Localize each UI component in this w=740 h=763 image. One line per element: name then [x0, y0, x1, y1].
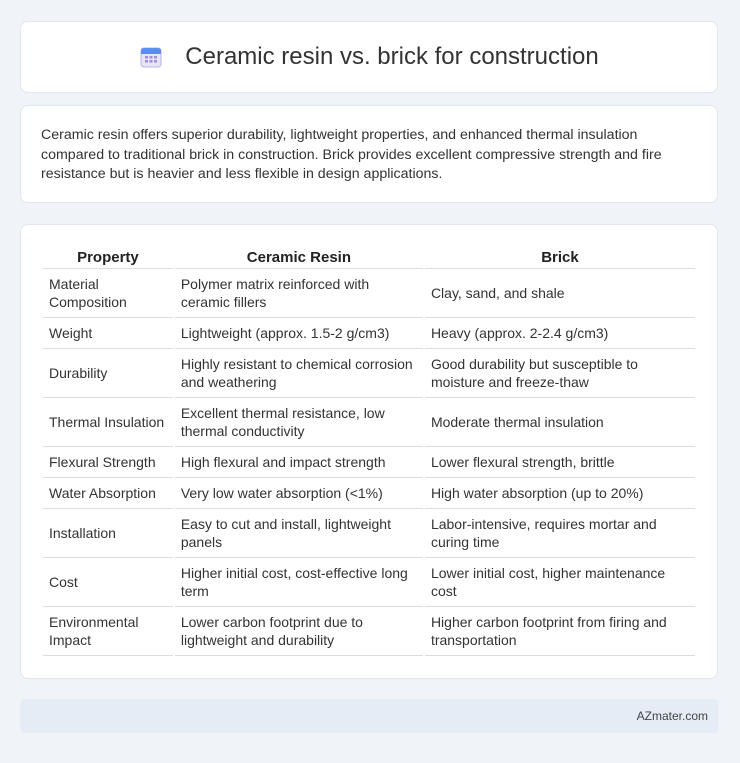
- ceramic-resin-cell: Easy to cut and install, lightweight panels: [175, 509, 423, 558]
- table-row: [43, 558, 695, 607]
- comparison-table-card: [20, 224, 718, 679]
- table-row: [43, 607, 695, 656]
- brick-cell: Lower initial cost, higher maintenance cost: [425, 558, 695, 607]
- table-row: [43, 269, 695, 318]
- ceramic-resin-cell: High flexural and impact strength: [175, 447, 423, 478]
- brick-cell: High water absorption (up to 20%): [425, 478, 695, 509]
- comparison-table: [41, 243, 697, 656]
- brick-cell: Moderate thermal insulation: [425, 398, 695, 447]
- property-cell: Weight: [43, 318, 173, 349]
- table-row: [43, 318, 695, 349]
- brick-cell: Labor-intensive, requires mortar and curing time: [425, 509, 695, 558]
- column-header: Property: [43, 243, 173, 269]
- ceramic-resin-cell: Highly resistant to chemical corrosion and weathering: [175, 349, 423, 398]
- ceramic-resin-cell: Very low water absorption (<1%): [175, 478, 423, 509]
- ceramic-resin-cell: Higher initial cost, cost-effective long term: [175, 558, 423, 607]
- property-cell: Thermal Insulation: [43, 398, 173, 447]
- column-header: Ceramic Resin: [175, 243, 423, 269]
- table-row: [43, 398, 695, 447]
- brick-cell: Lower flexural strength, brittle: [425, 447, 695, 478]
- ceramic-resin-cell: Excellent thermal resistance, low thermal conductivity: [175, 398, 423, 447]
- brick-cell: Good durability but susceptible to moisture and freeze-thaw: [425, 349, 695, 398]
- ceramic-resin-cell: Lower carbon footprint due to lightweight and durability: [175, 607, 423, 656]
- table-row: [43, 349, 695, 398]
- property-cell: Durability: [43, 349, 173, 398]
- table-header-row: [43, 243, 695, 269]
- ceramic-resin-cell: Polymer matrix reinforced with ceramic fillers: [175, 269, 423, 318]
- table-row: [43, 478, 695, 509]
- ceramic-resin-cell: Lightweight (approx. 1.5-2 g/cm3): [175, 318, 423, 349]
- page-title: Ceramic resin vs. brick for construction: [185, 43, 599, 70]
- table-row: [43, 447, 695, 478]
- brick-cell: Heavy (approx. 2-2.4 g/cm3): [425, 318, 695, 349]
- calendar-icon: [139, 45, 163, 69]
- summary-text: Ceramic resin offers superior durability, lightweight properties, and enhanced thermal insulation compared to traditional brick in construction. Brick provides excellent compressive strength and fire resistance but is heavier and less flexible in design applications.: [41, 127, 662, 182]
- summary-card: [20, 105, 718, 203]
- property-cell: Water Absorption: [43, 478, 173, 509]
- footer: [20, 699, 718, 733]
- table-row: [43, 509, 695, 558]
- title-card: [20, 21, 718, 93]
- property-cell: Environmental Impact: [43, 607, 173, 656]
- property-cell: Installation: [43, 509, 173, 558]
- property-cell: Cost: [43, 558, 173, 607]
- property-cell: Flexural Strength: [43, 447, 173, 478]
- brick-cell: Higher carbon footprint from firing and transportation: [425, 607, 695, 656]
- property-cell: Material Composition: [43, 269, 173, 318]
- footer-brand: AZmater.com: [636, 709, 708, 723]
- brick-cell: Clay, sand, and shale: [425, 269, 695, 318]
- column-header: Brick: [425, 243, 695, 269]
